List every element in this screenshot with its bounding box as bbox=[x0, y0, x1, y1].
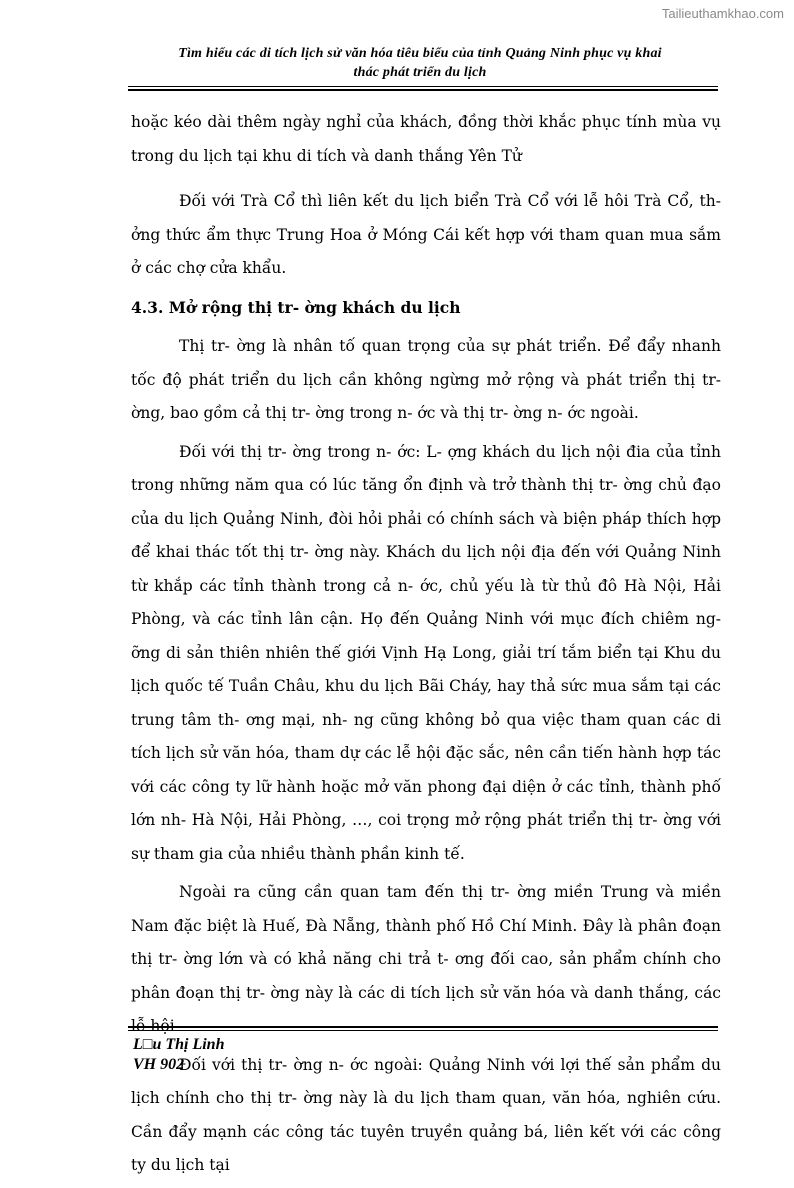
header-title-line-1: Tìm hiểu các di tích lịch sử văn hóa tiêu biểu của tỉnh Quảng Ninh phục vụ khai bbox=[178, 46, 662, 61]
page-header bbox=[120, 44, 720, 82]
header-rule-thick bbox=[128, 89, 718, 91]
paragraph-market: Thị tr- ờng là nhân tố quan trọng của sự phát triển. Để đẩy nhanh tốc độ phát triển du lịch cần không ngừng mở rộng và phát triển thị tr- ờng, bao gồm cả thị tr- ờng trong n- ớc và thị tr- ờng n- ớc ngoài. bbox=[131, 337, 721, 422]
paragraph-central-south-market: Ngoài ra cũng cần quan tam đến thị tr- ờng miền Trung và miền Nam đặc biệt là Huế, Đà Nẵng, thành phố Hồ Chí Minh. Đây là phân đoạn thị tr- ờng lớn và có khả năng chi trả t- ơng đối cao, sản phẩm chính cho phân đoạn thị tr- ờng này là các di tích lịch sử văn hóa và danh thắng, các lễ hội bbox=[131, 883, 721, 1035]
footer-rule bbox=[128, 1030, 718, 1031]
paragraph-tra-co: Đối với Trà Cổ thì liên kết du lịch biển Trà Cổ với lễ hôi Trà Cổ, th- ởng thức ẩm thực Trung Hoa ở Móng Cái kết hợp với tham quan mua sắm ở các chợ cửa khẩu. bbox=[131, 192, 721, 277]
footer-rule-thick bbox=[128, 1026, 718, 1028]
header-rule bbox=[128, 86, 718, 87]
page-footer bbox=[133, 1035, 224, 1075]
paragraph-continuation: hoặc kéo dài thêm ngày nghỉ của khách, đồng thời khắc phục tính mùa vụ trong du lịch tại khu di tích và danh thắng Yên Tử bbox=[131, 113, 721, 165]
header-title-line-2: thác phát triển du lịch bbox=[353, 65, 487, 80]
footer-class-code: VH 902 bbox=[133, 1056, 185, 1073]
paragraph-foreign-market: Đối với thị tr- ờng n- ớc ngoài: Quảng Ninh với lợi thế sản phẩm du lịch chính cho thị tr- ờng này là du lịch tham quan, văn hóa, nghiên cứu. Cần đẩy mạnh các công tác tuyên truyền quảng bá, liên kết với các công ty du lịch tại bbox=[131, 1055, 721, 1174]
watermark: Tailieuthamkhao.com bbox=[661, 6, 784, 21]
paragraph-domestic-market: Đối với thị tr- ờng trong n- ớc: L- ợng khách du lịch nội đia của tỉnh trong những năm qua có lúc tăng ổn định và trở thành thị tr- ờng chủ đạo của du lịch Quảng Ninh, đòi hỏi phải có chính sách và biện pháp thích hợp để khai thác tốt thị tr- ờng này. Khách du lịch nội địa đến với Quảng Ninh từ khắp các tỉnh thành trong cả n- ớc, chủ yếu là từ thủ đô Hà Nội, Hải Phòng, và các tỉnh lân cận. Họ đến Quảng Ninh với mục đích chiêm ng- ỡng di sản thiên nhiên thế giới Vịnh Hạ Long, giải trí tắm biển tại Khu du lịch quốc tế Tuần Châu, khu du lịch Bãi Cháy, hay thả sức mua sắm tại các trung tâm th- ơng mại, nh- ng cũng không bỏ qua việc tham quan các di tích lịch sử văn hóa, tham dự các lễ hội đặc sắc, nên cần tiến hành hợp tác với các công ty lữ hành hoặc mở văn phong đại diện ở các tỉnh, thành phố lớn nh- Hà Nội, Hải Phòng, …, coi trọng mở rộng phát triển thị tr- ờng với sự tham gia của nhiều thành phần kinh tế. bbox=[131, 442, 721, 863]
section-heading: 4.3. Mở rộng thị tr- ờng khách du lịch bbox=[131, 297, 461, 317]
footer-author: L□u Thị Linh bbox=[133, 1036, 225, 1053]
